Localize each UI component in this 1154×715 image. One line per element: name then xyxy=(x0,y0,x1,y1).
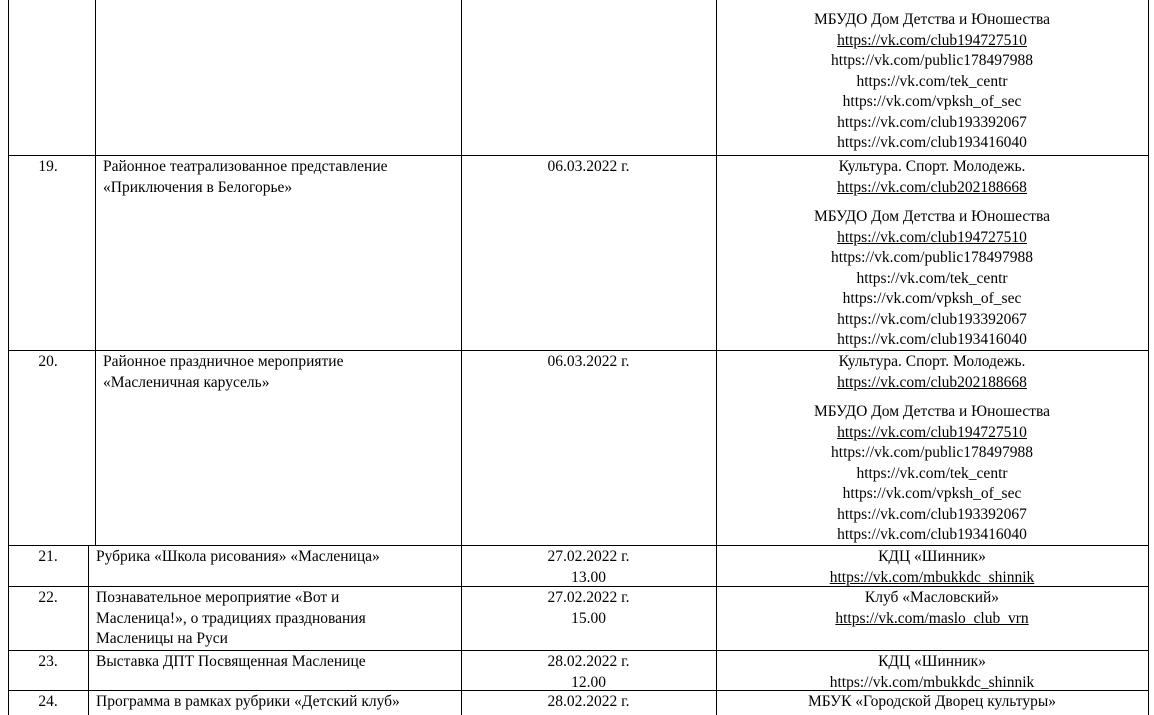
table-border xyxy=(1148,545,1149,587)
link-text: https://vk.com/club194727510 xyxy=(837,423,1027,441)
organizer-text: МБУДО Дом Детства и Юношества xyxy=(813,11,1051,28)
organizer-text: МБУК «Городской Дворец культуры» xyxy=(807,693,1057,710)
table-border xyxy=(1148,586,1149,651)
event-date-line: 06.03.2022 г. xyxy=(547,353,630,370)
table-border xyxy=(88,690,89,715)
organizer-text: МБУДО Дом Детства и Юношества xyxy=(813,403,1051,420)
event-date-line: 06.03.2022 г. xyxy=(547,158,630,175)
organizer-text: https://vk.com/tek_centr xyxy=(856,269,1008,287)
row-number: 20. xyxy=(38,353,58,370)
event-name-line: Районное театрализованное представление xyxy=(103,158,388,175)
event-name-line: «Масленичная карусель» xyxy=(103,373,270,391)
event-name-line: Выставка ДПТ Посвященная Масленице xyxy=(96,653,366,670)
table-border xyxy=(88,650,89,691)
organizer-text: https://vk.com/vpksh_of_sec xyxy=(842,485,1022,502)
event-name-line: Рубрика «Школа рисования» «Масленица» xyxy=(96,548,380,565)
row-number: 24. xyxy=(38,693,58,710)
organizer-text: https://vk.com/club193416040 xyxy=(837,331,1027,348)
table-border xyxy=(8,155,9,351)
row-number: 22. xyxy=(38,589,58,606)
organizer-text: https://vk.com/club193416040 xyxy=(837,134,1027,151)
table-border xyxy=(1148,155,1149,351)
table-border xyxy=(8,650,9,691)
organizer-text: https://vk.com/vpksh_of_sec xyxy=(842,290,1022,307)
event-date-line: 28.02.2022 г. xyxy=(547,693,630,710)
event-name-line: Познавательное мероприятие «Вот и xyxy=(96,589,340,606)
table-border xyxy=(8,586,9,651)
organizer-text: https://vk.com/tek_centr xyxy=(856,464,1008,482)
event-date-line: 27.02.2022 г. xyxy=(547,589,630,606)
table-border xyxy=(88,586,89,651)
organizer-text: https://vk.com/club193392067 xyxy=(837,505,1027,523)
table-border xyxy=(8,650,1148,651)
table-border xyxy=(1148,650,1149,691)
link-text: https://vk.com/club202188668 xyxy=(837,373,1027,391)
event-date-line: 12.00 xyxy=(571,673,606,691)
table-border xyxy=(88,545,89,587)
table-border xyxy=(8,545,9,587)
organizer-text: КДЦ «Шинник» xyxy=(878,548,986,565)
table-border xyxy=(1148,350,1149,546)
table-border xyxy=(461,155,462,351)
organizer-text: https://vk.com/club193392067 xyxy=(837,310,1027,328)
event-date-line: 13.00 xyxy=(571,568,606,586)
table-border xyxy=(95,155,96,351)
event-name-line: «Приключения в Белогорье» xyxy=(103,178,293,196)
table-border xyxy=(1148,0,1149,155)
event-name-line: Программа в рамках рубрики «Детский клуб» xyxy=(96,693,400,710)
link-text: https://vk.com/club194727510 xyxy=(837,31,1027,49)
table-border xyxy=(8,350,9,546)
table-border xyxy=(461,350,462,546)
table-border xyxy=(8,0,9,155)
organizer-text: Культура. Спорт. Молодежь. xyxy=(838,158,1026,175)
event-name-line: Районное праздничное мероприятие xyxy=(103,353,344,370)
organizer-text: Клуб «Масловский» xyxy=(864,589,1000,606)
link-text: https://vk.com/maslo_club_vrn xyxy=(835,609,1029,627)
event-date-line: 15.00 xyxy=(571,609,606,627)
table-border xyxy=(95,0,96,155)
organizer-text: https://vk.com/public178497988 xyxy=(831,249,1033,266)
table-border xyxy=(8,155,1148,156)
link-text: https://vk.com/club194727510 xyxy=(837,228,1027,246)
table-border xyxy=(1148,690,1149,715)
event-name-line: Масленицы на Руси xyxy=(96,630,228,647)
organizer-text: Культура. Спорт. Молодежь. xyxy=(838,353,1026,370)
row-number: 23. xyxy=(38,653,58,670)
link-text: https://vk.com/mbukkdc_shinnik xyxy=(829,568,1035,586)
event-name-line: Масленица!», о традициях празднования xyxy=(96,609,366,627)
table-border xyxy=(95,350,96,546)
organizer-text: https://vk.com/club193392067 xyxy=(837,113,1027,131)
organizer-text: https://vk.com/mbukkdc_shinnik xyxy=(829,673,1035,691)
organizer-text: https://vk.com/vpksh_of_sec xyxy=(842,93,1022,110)
table-border xyxy=(461,0,462,155)
organizer-text: МБУДО Дом Детства и Юношества xyxy=(813,208,1051,225)
organizer-text: https://vk.com/public178497988 xyxy=(831,444,1033,461)
organizer-text: https://vk.com/public178497988 xyxy=(831,52,1033,69)
row-number: 19. xyxy=(38,158,58,175)
event-date-line: 27.02.2022 г. xyxy=(547,548,630,565)
row-number: 21. xyxy=(38,548,58,565)
table-border xyxy=(8,690,9,715)
link-text: https://vk.com/club202188668 xyxy=(837,178,1027,196)
organizer-text: https://vk.com/club193416040 xyxy=(837,526,1027,543)
event-date-line: 28.02.2022 г. xyxy=(547,653,630,670)
organizer-text: КДЦ «Шинник» xyxy=(878,653,986,670)
organizer-text: https://vk.com/tek_centr xyxy=(856,72,1008,90)
